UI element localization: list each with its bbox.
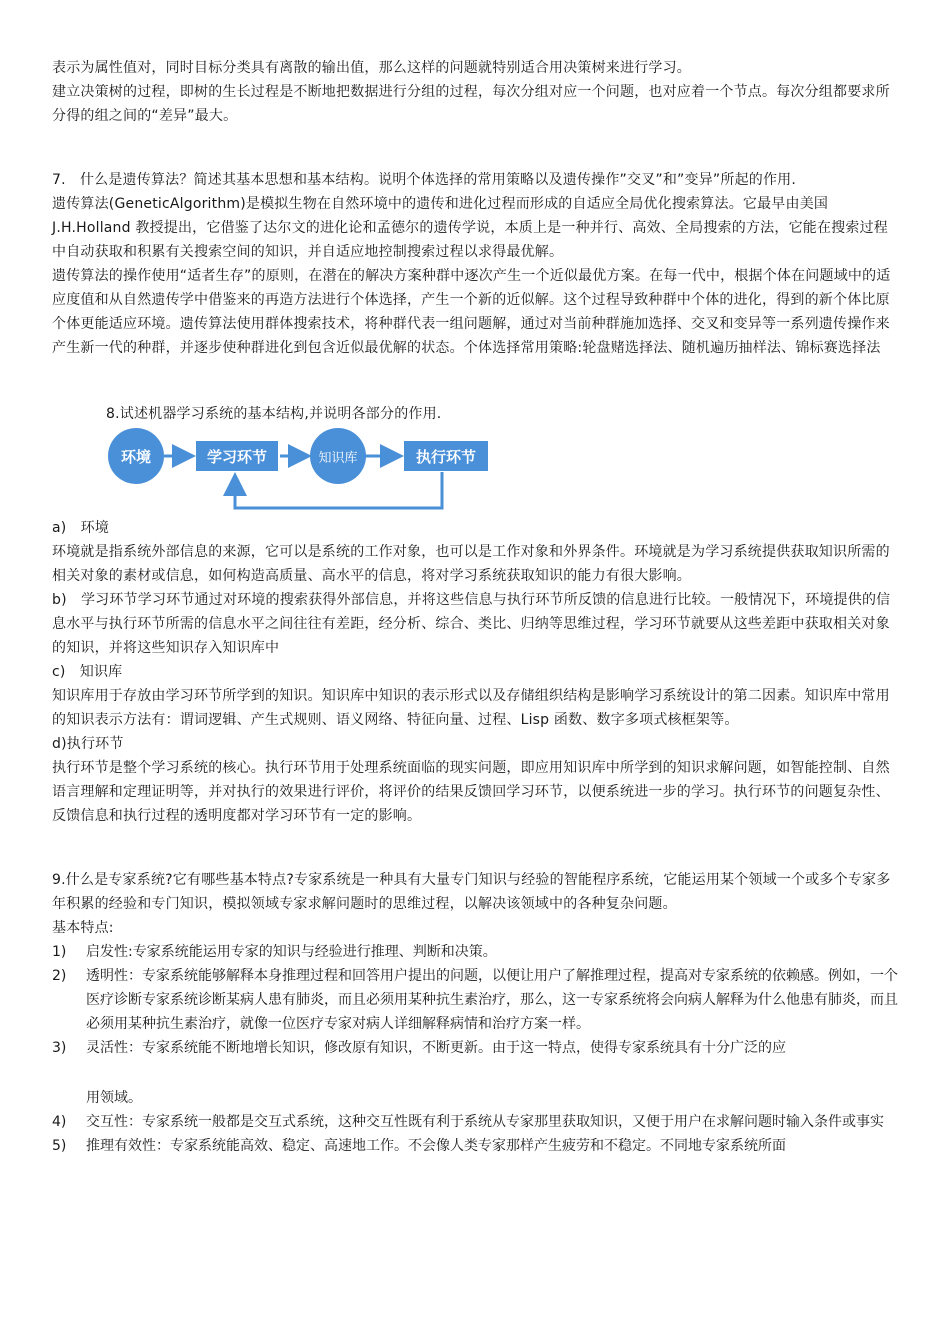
q8-a-text: 环境就是指系统外部信息的来源，它可以是系统的工作对象，也可以是工作对象和外界条件。环境就是为学习系统提供获取知识所需的相关对象的素材或信息，如何构造高质量、高水平的信息，将对学习系统获取知识的能力有很大影响。 [52,544,890,584]
feature-item-4: 4) 交互性：专家系统一般都是交互式系统，这种交互性既有利于系统从专家那里获取知识，又便于用户在求解问题时输入条件或事实 [52,1114,884,1130]
q8-b-text: b) 学习环节学习环节通过对环境的搜索获得外部信息，并将这些信息与执行环节所反馈的信息进行比较。一般情况下，环境提供的信息水平与执行环节所需的信息水平之间往往有差距，经分析、综合、类比、归纳等思维过程，学习环节就要从这些差距中获取相关对象的知识，并将这些知识存入知识库中 [52,592,891,656]
feature-item-5: 5) 推理有效性：专家系统能高效、稳定、高速地工作。不会像人类专家那样产生疲劳和不稳定。不同地专家系统所面 [52,1138,786,1154]
q8-c-label: c) 知识库 [52,664,123,680]
q8-c-text: 知识库用于存放由学习环节所学到的知识。知识库中知识的表示形式以及存储组织结构是影响学习系统设计的第二因素。知识库中常用的知识表示方法有：谓词逻辑、产生式规则、语义网络、特征向量、过程、Lisp 函数、数字多项式核框架等。 [52,688,890,728]
q8-d-text: 执行环节是整个学习系统的核心。执行环节用于处理系统面临的现实问题，即应用知识库中所学到的知识求解问题，如智能控制、自然语言理解和定理证明等，并对执行的效果进行评价，将评价的结果反馈回学习环节，以便系统进一步的学习。执行环节的问题复杂性、反馈信息和执行过程的透明度都对学习环节有一定的影响。 [52,760,890,824]
document-page [52,56,902,1158]
intro-paragraph-2: 建立决策树的过程，即树的生长过程是不断地把数据进行分组的过程，每次分组对应一个问题，也对应着一个节点。每次分组都要求所分得的组之间的“差异”最大。 [52,84,890,124]
q8-d-label: d)执行环节 [52,736,124,752]
learning-system-diagram [108,434,508,512]
feature-item-2: 2) 透明性：专家系统能够解释本身推理过程和回答用户提出的问题，以便让用户了解推理过程，提高对专家系统的依赖感。例如，一个医疗诊断专家系统诊断某病人患有肺炎，而且必须用某种抗生素治疗，那么，这一专家系统将会向病人解释为什么他患有肺炎，而且必须用某种抗生素治疗，就像一位医疗专家对病人详细解释病情和治疗方案一样。 [52,968,898,1032]
node-environment: 环境 [108,428,164,484]
q9-question: 9.什么是专家系统?它有哪些基本特点?专家系统是一种具有大量专门知识与经验的智能程序系统，它能运用某个领域一个或多个专家多年积累的经验和专门知识，模拟领域专家求解问题时的思维过程，以解决该领域中的各种复杂问题。 [52,872,891,912]
q9-features-label: 基本特点: [52,920,114,936]
feature-item-1: 1) 启发性:专家系统能运用专家的知识与经验进行推理、判断和决策。 [52,944,497,960]
q8-question: 8.试述机器学习系统的基本结构,并说明各部分的作用. [106,406,442,422]
q8-a-label: a) 环境 [52,520,110,536]
intro-paragraph-1: 表示为属性值对，同时目标分类具有离散的输出值，那么这样的问题就特别适合用决策树来进行学习。 [52,60,691,76]
node-knowledge-base: 知识库 [310,428,366,484]
q7-question: 7. 什么是遗传算法？简述其基本思想和基本结构。说明个体选择的常用策略以及遗传操作”交叉”和”变异”所起的作用. [52,172,797,188]
feature-item-3: 3) 灵活性：专家系统能不断地增长知识，修改原有知识，不断更新。由于这一特点，使得专家系统具有十分广泛的应 [52,1040,786,1056]
q7-paragraph-1: 遗传算法(GeneticAlgorithm)是模拟生物在自然环境中的遗传和进化过程而形成的自适应全局优化搜索算法。它最早由美国 J.H.Holland 教授提出，它借鉴了达尔文的进化论和孟德尔的遗传学说，本质上是一种并行、高效、全局搜索的方法，它能在搜索过程中自动获取和积累有关搜索空间的知识，并自适应地控制搜索过程以求得最优解。 [52,196,888,260]
node-execution: 执行环节 [404,441,488,471]
q7-paragraph-2: 遗传算法的操作使用“适者生存”的原则，在潜在的解决方案种群中逐次产生一个近似最优方案。在每一代中，根据个体在问题域中的适应度值和从自然遗传学中借鉴来的再造方法进行个体选择，产生一个新的近似解。这个过程导致种群中个体的进化，得到的新个体比原个体更能适应环境。遗传算法使用群体搜索技术，将种群代表一组问题解，通过对当前种群施加选择、交叉和变异等一系列遗传操作来产生新一代的种群，并逐步使种群进化到包含近似最优解的状态。个体选择常用策略:轮盘赌选择法、随机遍历抽样法、锦标赛选择法 [52,268,891,356]
feature-item-3-continued: 用领域。 [86,1090,142,1106]
node-learning: 学习环节 [196,441,278,471]
